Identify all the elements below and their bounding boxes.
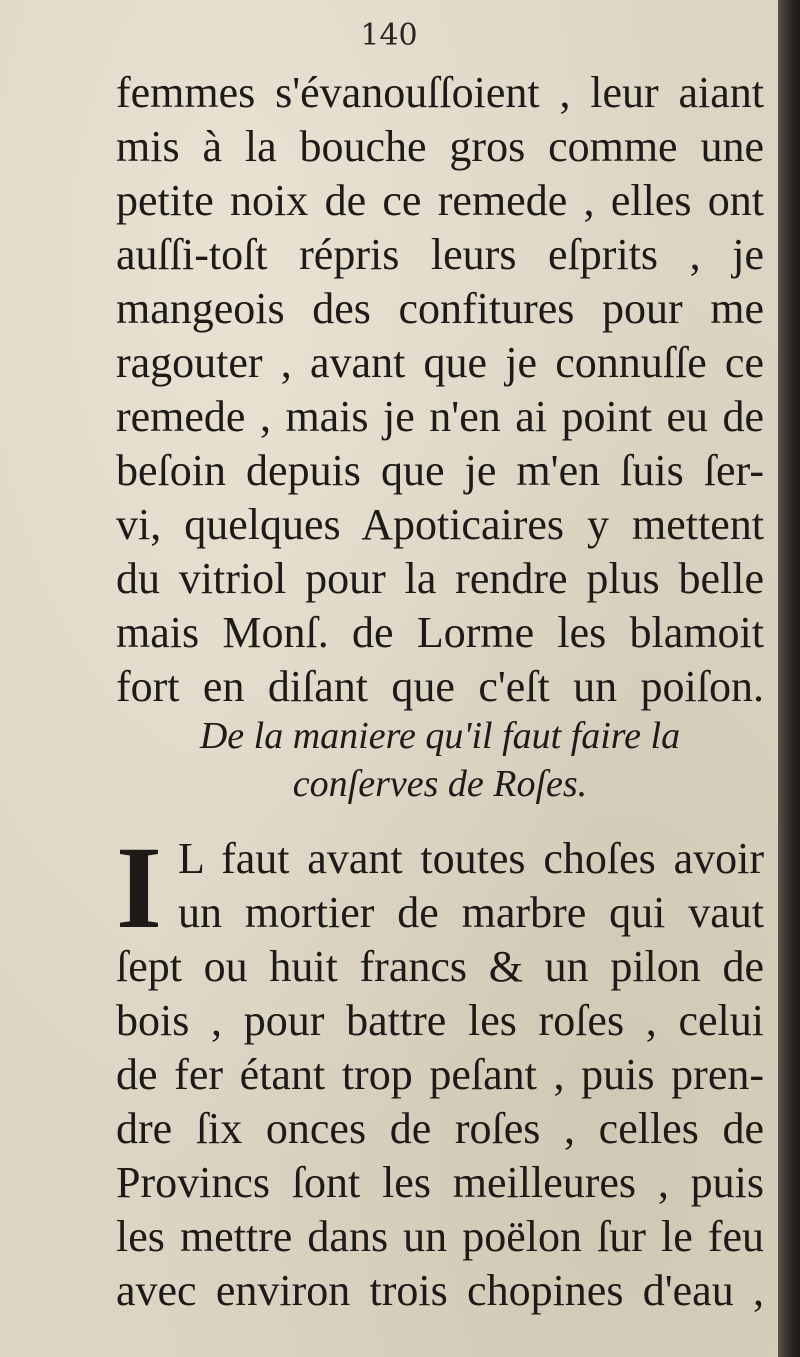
heading-line-2: conſerves de Roſes. <box>292 763 588 805</box>
text-line: remede , mais je n'en ai point eu de <box>116 392 764 441</box>
drop-cap: I <box>116 822 162 953</box>
text-line: mangeois des confitures pour me <box>116 284 764 333</box>
text-line: beſoin depuis que je m'en ſuis ſer- <box>116 446 764 495</box>
recipe-paragraph <box>116 822 764 1318</box>
text-line: ragouter , avant que je connuſſe ce <box>116 338 764 387</box>
text-line: bois , pour battre les roſes , celui <box>116 996 764 1045</box>
text-line: mis à la bouche gros comme une <box>116 122 764 171</box>
text-line: les mettre dans un poëlon ſur le feu <box>116 1212 764 1261</box>
text-line: du vitriol pour la rendre plus belle <box>116 554 764 603</box>
text-line: ſept ou huit francs & un pilon de <box>116 942 764 991</box>
text-line: vi, quelques Apoticaires y mettent <box>116 500 764 549</box>
section-heading <box>116 712 764 808</box>
text-line: avec environ trois chopines d'eau , <box>116 1266 764 1315</box>
text-line: petite noix de ce remede , elles ont <box>116 176 764 225</box>
text-line: fort en diſant que c'eſt un poiſon. <box>116 662 764 711</box>
book-gutter <box>778 0 800 1357</box>
text-line: mais Monſ. de Lorme les blamoit <box>116 608 764 657</box>
text-line: Provincs ſont les meilleures , puis <box>116 1158 764 1207</box>
text-line: de fer étant trop peſant , puis pren- <box>116 1050 764 1099</box>
page-number: 140 <box>360 18 418 53</box>
text-line: L faut avant toutes choſes avoir <box>178 834 764 883</box>
text-line: un mortier de marbre qui vaut <box>178 888 764 937</box>
heading-line-1: De la maniere qu'il faut faire la <box>199 715 681 757</box>
text-line: dre ſix onces de roſes , celles de <box>116 1104 764 1153</box>
paragraph-body <box>116 66 764 714</box>
text-line: femmes s'évanouſſoient , leur aiant <box>116 68 764 117</box>
text-line: auſſi-toſt répris leurs eſprits , je <box>116 230 764 279</box>
